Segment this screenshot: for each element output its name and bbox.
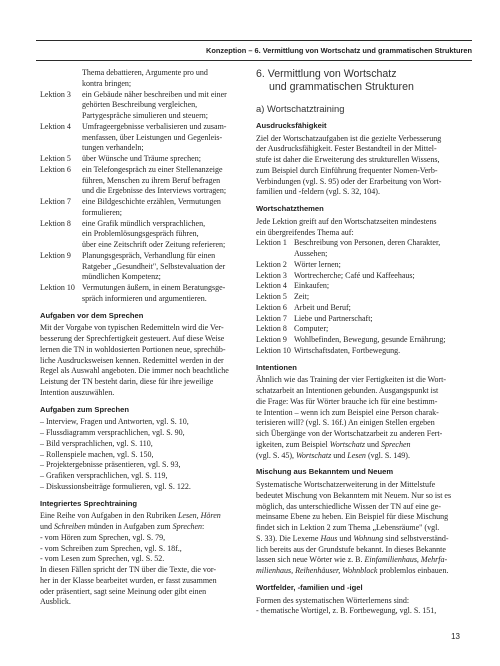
running-header: Konzeption – 6. Vermittlung von Wortschatz und grammatischen Strukturen [36,40,472,61]
theme-lektion-10: Lektion 10 Wirtschaftsdaten, Fortbewegung. [256,345,401,355]
bullet-list-integriertes: - vom Hören zum Sprechen, vgl. S. 79, - vom Schreiben zum Sprechen, vgl. S. 18f., - vom Lesen zum Sprechen, vgl. S. 52. [40,532,182,564]
right-column [256,68,460,617]
section-title-intentionen: Intentionen [256,362,297,372]
lektion-theme-list [256,238,460,356]
lektion-4: Lektion 4 Umfrageergebnisse verbalisieren und zusam- menfassen, über Leistungen und Gegenleis- tungen verhandeln; [40,121,227,153]
lektion-7: Lektion 7 eine Bildgeschichte erzählen, Vermutungen formulieren; [40,197,221,217]
paragraph-intentionen: Ähnlich wie das Training der vier Fertigkeiten ist die Wort- schatzarbeit an Intentionen gebunden. Ausgangspunkt ist die Frage: Was für Wörter brauche ich für eine bestimm- te Intention – wenn ich zum Beispiel eine Person charak- terisieren will? (vgl. S. 16f.) An einigen Stellen ergeben sich Übergänge von der Wortschatzarbeit zu anderen Fert- igkeiten, zum Beispiel Wortschatz und Sprechen (vgl. S. 45), Wortschatz und Lesen (vgl. S. 149). [256,375,447,460]
chapter-heading: 6. Vermittlung von Wortschatz und grammatischen Strukturen [256,68,414,93]
section-title-wortschatzthemen: Wortschatzthemen [256,204,324,213]
paragraph-wortschatzthemen: Jede Lektion greift auf den Wortschatzseiten mindestens ein übergreifendes Thema auf: [256,216,437,237]
bullet-list-aufgaben-zum: – Interview, Fragen und Antworten, vgl. S. 10, – Flussdiagramm versprachlichen, vgl. S. 90, – Bild versprachlichen, vgl. S. 110, – Rollenspiele machen, vgl. S. 150, – Projektergebnisse präsentieren, vgl. S. 93, – Grafiken versprachlichen, vgl. S. 119, – Diskussionsbeiträge formulieren, vgl. S. 122. [40,417,191,491]
paragraph-aufgaben-vor: Mit der Vorgabe von typischen Redemitteln wird die Ver- besserung der Sprechfertigkeit gesteuert. Auf diese Weise lernen die TN in wohldosierten Portionen neue, sprechüb- liche Ausdrucksweisen kennen. Redemittel werden in der Regel als Auswahl angeboten. Die immer noch beachtliche Leistung der TN besteht darin, diese für ihre jeweilige Intention auszuwählen. [40,323,229,397]
theme-lektion-8: Lektion 8 Computer; [256,324,329,334]
theme-lektion-9: Lektion 9 Wohlbefinden, Bewegung, gesunde Ernährung; [256,335,446,344]
lektion-6: Lektion 6 ein Telefongespräch zu einer Stellenanzeige führen, Menschen zu ihrem Beruf befragen und die Ergebnisse des Interviews vortragen; [40,164,227,196]
subchapter-heading: a) Wortschatztraining [256,103,345,114]
paragraph-ausdrucksfaehigkeit: Ziel der Wortschatzaufgaben ist die gezielte Verbesserung der Ausdrucksfähigkeit. Fester Bestandteil in der Mittel- stufe ist daher die Erweiterung des strukturellen Wissens, zum Beispiel durch Einführung frequenter Nomen-Verb- Verbindungen (vgl. S. 95) oder der Erarbeitung von Wort- familien und -feldern (vgl. S. 32, 104). [256,133,442,197]
page-number: 13 [451,632,460,641]
lektion-3: Lektion 3 ein Gebäude näher beschreiben und mit einer gehörten Beschreibung vergleichen, Partygespräche simulieren und steuern; [40,89,227,120]
theme-lektion-2: Lektion 2 Wörter lernen; [256,259,341,269]
theme-lektion-5: Lektion 5 Zeit; [256,292,310,301]
section-title-wortfelder: Wortfelder, -familien und -igel [256,582,363,592]
left-column [40,68,240,608]
paragraph-mischung: Systematische Wortschatzerweiterung in der Mittelstufe bedeutet Mischung von Bekanntem mit Neuem. Nur so ist es möglich, das unterschiedliche Wissen der TN auf eine ge- meinsame Ebene zu heben. Ein Beispiel für diese Mischung findet sich in Lektion 2 zum Thema „Lebensräume" (vgl. S. 33). Die Lexeme Haus und Wohnung sind selbstverständ- lich bereits aus der Grundstufe bekannt. In dieses Bekannte lassen sich neue Wörter wie z. B. Einfamilienhaus, Mehrfa- milienhaus, Reihenhäuser, Wohnblock problemlos einbauen. [256,480,452,575]
theme-lektion-3: Lektion 3 Wortrecherche; Café und Kaffeehaus; [256,270,415,280]
theme-lektion-4: Lektion 4 Einkaufen; [256,281,330,291]
lektion-8: Lektion 8 eine Grafik mündlich versprachlichen, ein Problemlösungsgespräch führen, über eine Zeitschrift oder Zeitung referieren; [40,218,226,249]
paragraph-integriertes-tail: In diesen Fällen spricht der TN über die Texte, die vor- her in der Klasse bearbeitet wurden, er fasst zusammen oder präsentiert, sagt seine Meinung oder gibt einen Ausblick. [40,565,217,607]
theme-lektion-1: Lektion 1 Beschreibung von Personen, deren Charakter, Aussehen; [256,238,441,258]
lektion-5: Lektion 5 über Wünsche und Träume sprechen; [40,154,201,163]
section-title-mischung: Mischung aus Bekanntem und Neuem [256,467,394,477]
section-title-aufgaben-zum: Aufgaben zum Sprechen [40,404,130,414]
section-title-aufgaben-vor: Aufgaben vor dem Sprechen [40,310,144,320]
section-title-ausdrucksfaehigkeit: Ausdrucksfähigkeit [256,120,327,130]
paragraph-wortfelder: Formen des systematischen Wörterlernens sind: - thematische Wortigel, z. B. Fortbewegung, vgl. S. 151, [256,595,437,616]
lektion-9: Lektion 9 Planungsgespräch, Verhandlung für einen Ratgeber „Gesundheit", Selbstevaluation der mündlichen Kompetenz; [40,250,226,282]
section-title-integriertes: Integriertes Sprechtraining [40,498,138,508]
theme-lektion-6: Lektion 6 Arbeit und Beruf; [256,302,351,312]
lektion-10: Lektion 10 Vermutungen äußern, in einem Beratungsge- spräch informieren und argumentieren. [40,283,226,303]
paragraph-integriertes: Eine Reihe von Aufgaben in den Rubriken Lesen, Hören und Schreiben münden in Aufgaben zum Sprechen: [40,511,221,531]
theme-lektion-7: Lektion 7 Liebe und Partnerschaft; [256,313,373,323]
lektion-continuation: Thema debattieren, Argumente pro und kontra bringen; [82,68,208,88]
